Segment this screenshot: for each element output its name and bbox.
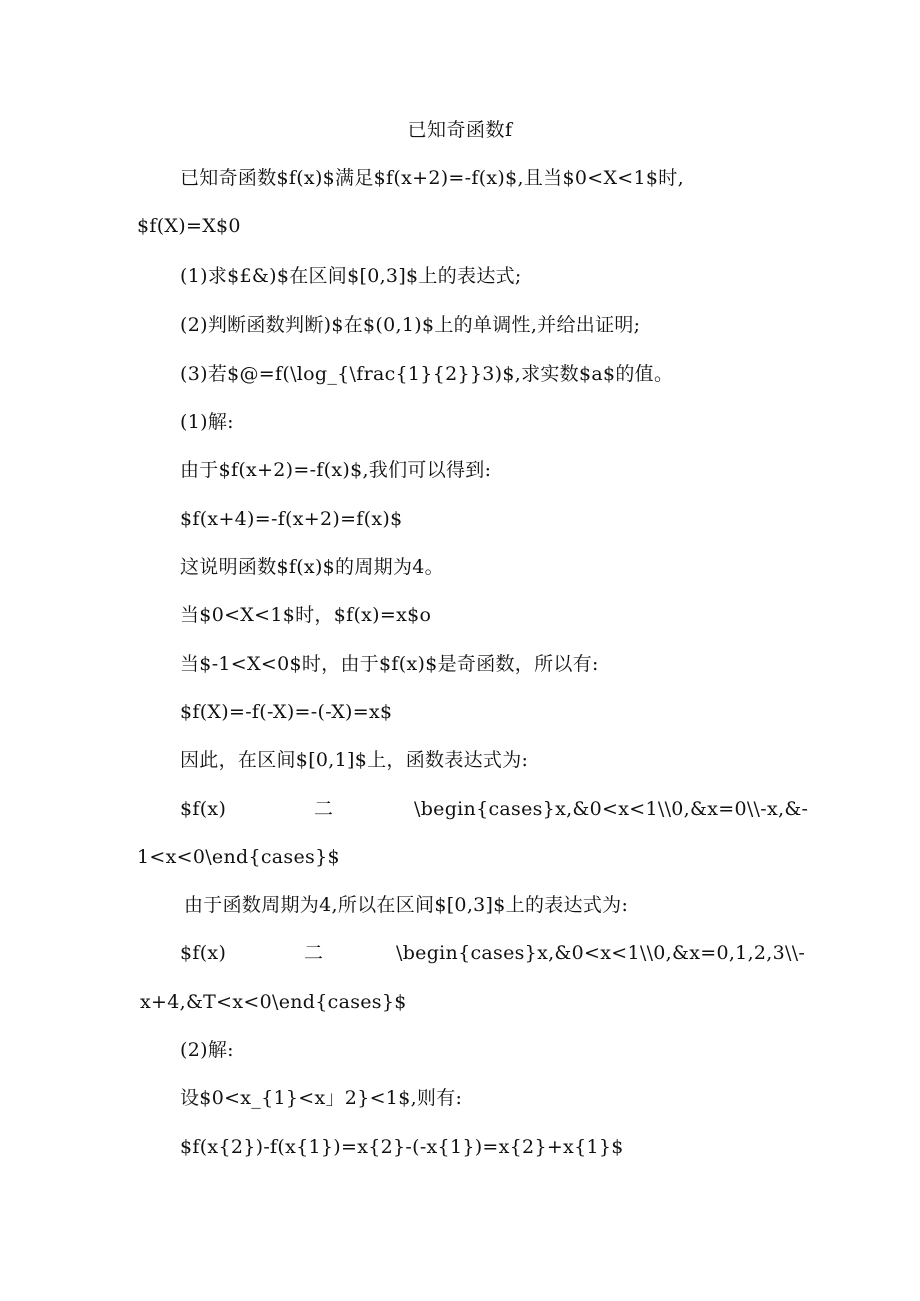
question-1: (1)求$£&)$在区间$[0,3]$上的表达式; xyxy=(180,265,522,287)
solution-line: 这说明函数$f(x)$的周期为4。 xyxy=(180,556,444,578)
solution-line: 当$-1<X<0$时，由于$f(x)$是奇函数，所以有: xyxy=(180,653,599,675)
equation-line: $f(x{2})-f(x{1})=x{2}-(-x{1})=x{2}+x{1}$ xyxy=(180,1136,624,1158)
equation-lhs: $f(x) xyxy=(180,798,227,820)
equation-rhs: \begin{cases}x,&0<x<1\\0,&x=0\\-x,&- xyxy=(414,798,809,820)
problem-statement-line-2: $f(X)=X$0 xyxy=(137,215,241,237)
solution-line: 当$0<X<1$时，$f(x)=x$o xyxy=(180,604,432,626)
equation-line: $f(x+4)=-f(x+2)=f(x)$ xyxy=(180,508,403,530)
solution-line: 由于函数周期为4,所以在区间$[0,3]$上的表达式为: xyxy=(184,894,629,916)
question-3: (3)若$@=f(\log_{\frac{1}{2}}3)$,求实数$a$的值。 xyxy=(180,363,674,385)
equation-continuation: x+4,&T<x<0\end{cases}$ xyxy=(140,991,407,1013)
problem-statement-line-1: 已知奇函数$f(x)$满足$f(x+2)=-f(x)$,且当$0<X<1$时, xyxy=(180,167,684,189)
document-title: 已知奇函数f xyxy=(407,119,513,141)
solution-line: 设$0<x_{1}<x」2}<1$,则有: xyxy=(180,1087,463,1109)
equation-line: $f(X)=-f(-X)=-(-X)=x$ xyxy=(180,701,393,723)
equals-glyph: 二 xyxy=(304,942,324,964)
equation-continuation: 1<x<0\end{cases}$ xyxy=(137,846,340,868)
solution-2-heading: (2)解: xyxy=(180,1039,234,1061)
equation-rhs: \begin{cases}x,&0<x<1\\0,&x=0,1,2,3\\- xyxy=(396,942,806,964)
solution-line: 因此，在区间$[0,1]$上，函数表达式为: xyxy=(180,749,529,771)
equals-glyph: 二 xyxy=(314,798,334,820)
solution-line: 由于$f(x+2)=-f(x)$,我们可以得到: xyxy=(180,459,492,481)
solution-1-heading: (1)解: xyxy=(180,411,234,433)
equation-lhs: $f(x) xyxy=(180,942,227,964)
question-2: (2)判断函数判断)$在$(0,1)$上的单调性,并给出证明; xyxy=(180,314,641,336)
